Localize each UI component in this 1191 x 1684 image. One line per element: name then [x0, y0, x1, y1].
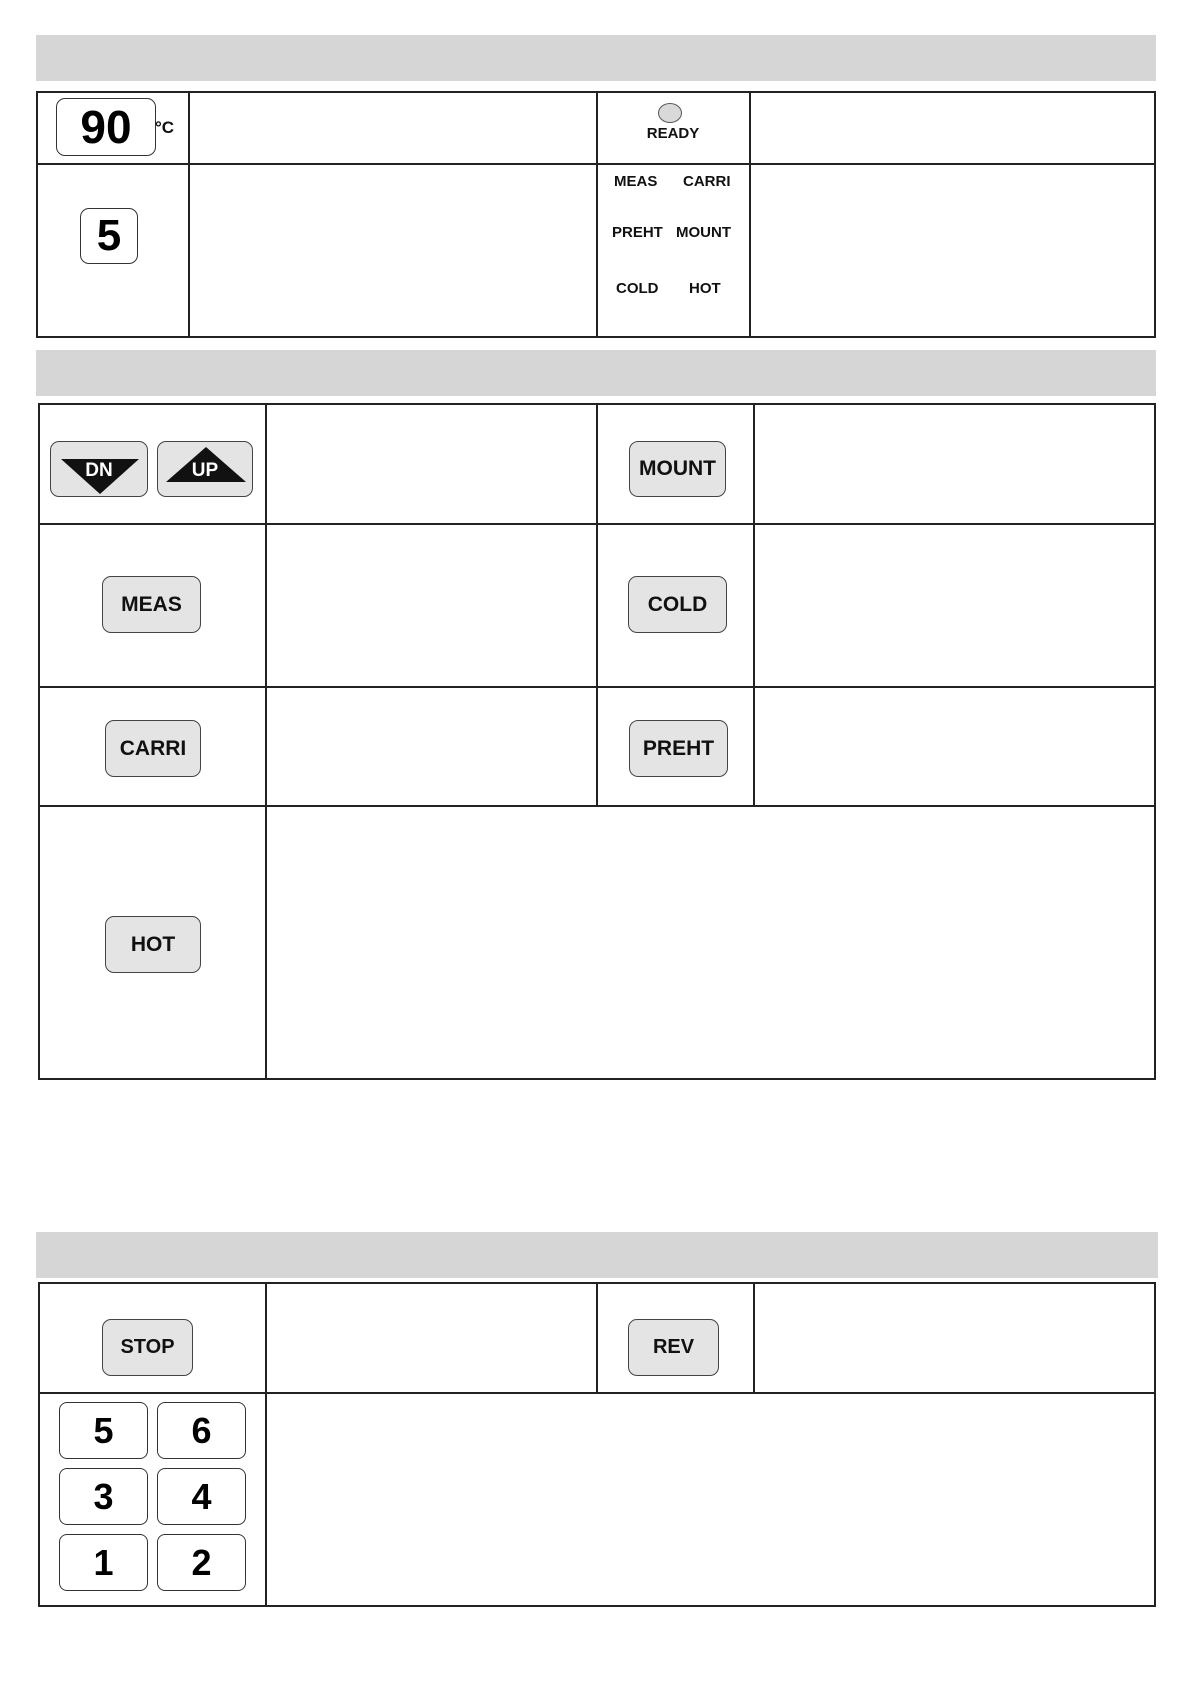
number-key-label: 2 [191, 1541, 212, 1583]
temperature-unit: °C [155, 118, 175, 137]
number-key-label: 5 [93, 1409, 114, 1451]
indicator-hot: HOT [689, 280, 721, 297]
indicator-meas: MEAS [614, 173, 658, 190]
rev-button[interactable] [628, 1319, 719, 1376]
program-display [80, 208, 138, 264]
number-key-label: 3 [93, 1475, 114, 1517]
indicator-mount: MOUNT [676, 224, 731, 241]
preht-label: PREHT [642, 736, 715, 760]
number-key-6[interactable] [157, 1402, 246, 1459]
indicator-carri: CARRI [683, 173, 731, 190]
ready-label: READY [646, 125, 700, 142]
rev-label: REV [652, 1336, 695, 1358]
remote-table-vline-2 [596, 1282, 598, 1393]
up-label: UP [191, 460, 219, 481]
number-key-3[interactable] [59, 1468, 148, 1525]
mount-button[interactable] [629, 441, 726, 497]
meas-label: MEAS [121, 592, 182, 616]
number-key-5[interactable] [59, 1402, 148, 1459]
temperature-value: 90 [80, 101, 132, 153]
ready-led-icon [658, 103, 682, 123]
number-key-label: 6 [191, 1409, 212, 1451]
mount-label: MOUNT [639, 457, 716, 480]
keys-table-vline-1 [265, 403, 267, 1080]
cold-button[interactable] [628, 576, 727, 633]
stop-label: STOP [120, 1336, 175, 1358]
number-key-1[interactable] [59, 1534, 148, 1591]
dn-button[interactable] [50, 441, 148, 497]
temperature-display [56, 98, 156, 156]
section-header-bar-remote [36, 1232, 1158, 1278]
carri-button[interactable] [105, 720, 201, 777]
number-key-label: 1 [93, 1541, 114, 1583]
display-table-vline-3 [749, 91, 751, 338]
number-key-label: 4 [191, 1475, 212, 1517]
number-key-2[interactable] [157, 1534, 246, 1591]
program-value: 5 [96, 211, 122, 260]
stop-button[interactable] [102, 1319, 193, 1376]
cold-label: COLD [647, 592, 708, 616]
indicator-preht: PREHT [612, 224, 663, 241]
dn-label: DN [85, 460, 113, 481]
meas-button[interactable] [102, 576, 201, 633]
remote-table-vline-3 [753, 1282, 755, 1393]
display-table-vline-1 [188, 91, 190, 338]
keys-table-vline-3 [753, 403, 755, 806]
number-key-4[interactable] [157, 1468, 246, 1525]
hot-label: HOT [130, 932, 176, 956]
indicator-cold: COLD [616, 280, 659, 297]
carri-label: CARRI [119, 736, 187, 760]
up-button[interactable] [157, 441, 253, 497]
section-header-bar-display [36, 35, 1156, 81]
section-header-bar-keys [36, 350, 1156, 396]
keys-table-vline-2 [596, 403, 598, 806]
hot-button[interactable] [105, 916, 201, 973]
remote-table-vline-1 [265, 1282, 267, 1607]
preht-button[interactable] [629, 720, 728, 777]
